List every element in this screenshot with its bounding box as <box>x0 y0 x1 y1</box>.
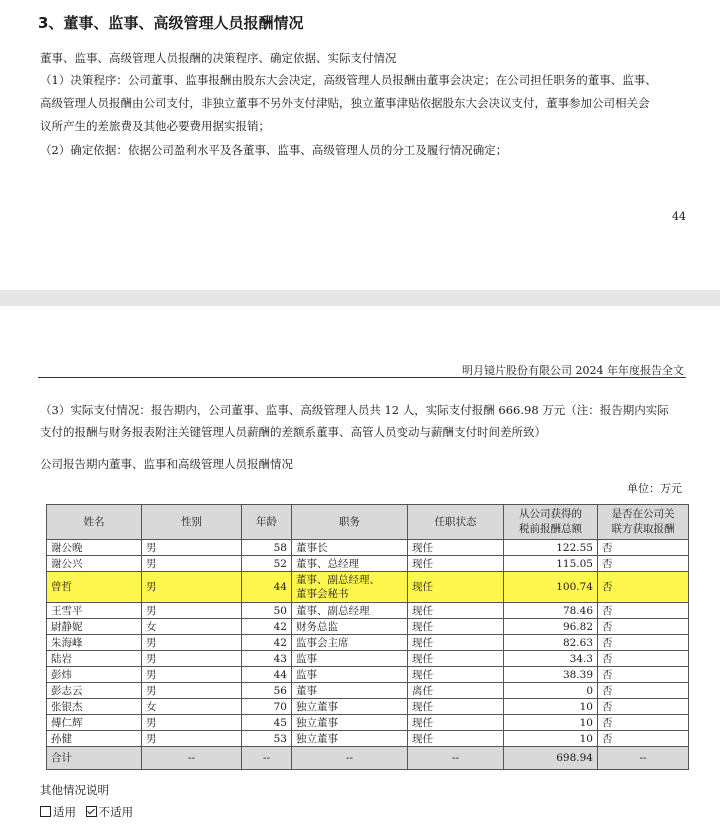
checkbox-unchecked[interactable] <box>40 806 51 817</box>
cell-status: 离任 <box>408 683 504 699</box>
cell-compensation: 10 <box>504 715 598 731</box>
cell-status: 现任 <box>408 635 504 651</box>
basis-line: （2）确定依据：依据公司盈利水平及各董事、监事、高级管理人员的分工及履行情况确定； <box>40 143 508 157</box>
cell-related-party: 否 <box>598 731 689 747</box>
page-bottom <box>0 306 720 832</box>
table-row <box>47 699 689 715</box>
header-gender: 性别 <box>142 505 242 540</box>
table-row <box>47 731 689 747</box>
cell-related-party: 否 <box>598 619 689 635</box>
table-row <box>47 715 689 731</box>
cell-related-party: 否 <box>598 635 689 651</box>
cell-gender: 男 <box>142 715 242 731</box>
payment-line-1: （3）实际支付情况：报告期内，公司董事、监事、高级管理人员共 12 人，实际支付报酬 666.98 万元（注：报告期内实际 <box>40 403 669 417</box>
cell-position: 董事、副总经理、 董事会秘书 <box>292 572 408 603</box>
cell-age: 50 <box>242 603 292 619</box>
cell-age: 44 <box>242 572 292 603</box>
cell-compensation: 78.46 <box>504 603 598 619</box>
decision-heading: 董事、监事、高级管理人员报酬的决策程序、确定依据、实际支付情况 <box>40 51 397 65</box>
cell-status: 现任 <box>408 715 504 731</box>
cell-related-party: 否 <box>598 715 689 731</box>
cell-age: 45 <box>242 715 292 731</box>
cell-position: 独立董事 <box>292 699 408 715</box>
table-header-row <box>47 505 689 540</box>
cell-compensation: 10 <box>504 731 598 747</box>
table-row <box>47 619 689 635</box>
cell-age: 42 <box>242 619 292 635</box>
cell-compensation: 34.3 <box>504 651 598 667</box>
cell-age: 56 <box>242 683 292 699</box>
cell-name: 傅仁辉 <box>47 715 142 731</box>
cell-gender: 男 <box>142 603 242 619</box>
table-row <box>47 667 689 683</box>
cell-related-party: 否 <box>598 603 689 619</box>
cell-compensation: 38.39 <box>504 667 598 683</box>
cell-age: 58 <box>242 540 292 556</box>
section-title: 3、董事、监事、高级管理人员报酬情况 <box>38 14 304 32</box>
cell-position: 财务总监 <box>292 619 408 635</box>
cell-gender: 女 <box>142 699 242 715</box>
cell-status: 现任 <box>408 619 504 635</box>
cell-compensation: 115.05 <box>504 556 598 572</box>
cell-name: 张银杰 <box>47 699 142 715</box>
cell-name: 朱海峰 <box>47 635 142 651</box>
cell-name: 王雪平 <box>47 603 142 619</box>
cell-position: 监事 <box>292 667 408 683</box>
cell-position: -- <box>292 747 408 770</box>
cell-name: 孙健 <box>47 731 142 747</box>
cell-status: -- <box>408 747 504 770</box>
cell-position: 董事、副总经理 <box>292 603 408 619</box>
compensation-table <box>46 504 689 770</box>
cell-name: 尉静妮 <box>47 619 142 635</box>
checkbox-checked[interactable] <box>86 806 97 817</box>
cell-position: 监事会主席 <box>292 635 408 651</box>
cell-gender: 男 <box>142 635 242 651</box>
cell-gender: 男 <box>142 572 242 603</box>
cell-position: 独立董事 <box>292 715 408 731</box>
table-row <box>47 572 689 603</box>
unit-label: 单位：万元 <box>627 482 682 495</box>
cell-status: 现任 <box>408 651 504 667</box>
table-row <box>47 635 689 651</box>
cell-status: 现任 <box>408 540 504 556</box>
table-row <box>47 651 689 667</box>
cell-name: 彭志云 <box>47 683 142 699</box>
cell-age: -- <box>242 747 292 770</box>
cell-gender: 男 <box>142 683 242 699</box>
cell-compensation: 100.74 <box>504 572 598 603</box>
cell-gender: 男 <box>142 651 242 667</box>
cell-gender: 女 <box>142 619 242 635</box>
cell-name: 谢公兴 <box>47 556 142 572</box>
cell-position: 董事、总经理 <box>292 556 408 572</box>
header-name: 姓名 <box>47 505 142 540</box>
cell-compensation: 82.63 <box>504 635 598 651</box>
cell-status: 现任 <box>408 667 504 683</box>
table-row <box>47 683 689 699</box>
cell-related-party: -- <box>598 747 689 770</box>
cell-position: 董事长 <box>292 540 408 556</box>
cell-related-party: 否 <box>598 572 689 603</box>
cell-name: 合计 <box>47 747 142 770</box>
cell-age: 44 <box>242 667 292 683</box>
cell-age: 53 <box>242 731 292 747</box>
cell-status: 现任 <box>408 731 504 747</box>
header-status: 任职状态 <box>408 505 504 540</box>
header-compensation: 从公司获得的 税前报酬总额 <box>504 505 598 540</box>
other-info: 其他情况说明 <box>40 783 109 797</box>
cell-name: 彭炜 <box>47 667 142 683</box>
decision-line-3: 议所产生的差旅费及其他必要费用据实报销； <box>40 119 270 133</box>
cell-related-party: 否 <box>598 540 689 556</box>
header-position: 职务 <box>292 505 408 540</box>
cell-related-party: 否 <box>598 667 689 683</box>
cell-position: 董事 <box>292 683 408 699</box>
header-age: 年龄 <box>242 505 292 540</box>
cell-compensation: 96.82 <box>504 619 598 635</box>
cell-gender: 男 <box>142 731 242 747</box>
cell-name: 曾哲 <box>47 572 142 603</box>
option-applicable: 适用 <box>53 805 76 819</box>
cell-compensation: 0 <box>504 683 598 699</box>
option-not-applicable: 不适用 <box>98 805 134 819</box>
total-row <box>47 747 689 770</box>
cell-status: 现任 <box>408 603 504 619</box>
cell-gender: -- <box>142 747 242 770</box>
header-related-party: 是否在公司关 联方获取报酬 <box>598 505 689 540</box>
cell-gender: 男 <box>142 556 242 572</box>
header-divider <box>38 377 686 378</box>
cell-related-party: 否 <box>598 683 689 699</box>
cell-position: 独立董事 <box>292 731 408 747</box>
cell-status: 现任 <box>408 699 504 715</box>
table-body <box>47 540 689 770</box>
cell-age: 70 <box>242 699 292 715</box>
doc-header: 明月镜片股份有限公司 2024 年年度报告全文 <box>462 364 684 377</box>
cell-related-party: 否 <box>598 651 689 667</box>
cell-status: 现任 <box>408 572 504 603</box>
applicability-options <box>40 804 133 820</box>
cell-age: 52 <box>242 556 292 572</box>
decision-line-1: （1）决策程序：公司董事、监事报酬由股东大会决定，高级管理人员报酬由董事会决定；在公司担任职务的董事、监事、 <box>40 73 657 87</box>
decision-line-2: 高级管理人员报酬由公司支付，非独立董事不另外支付津贴，独立董事津贴依据股东大会决议支付，董事参加公司相关会 <box>40 96 650 110</box>
payment-line-2: 支付的报酬与财务报表附注关键管理人员薪酬的差额系董事、高管人员变动与薪酬支付时间差所致） <box>40 425 546 439</box>
cell-gender: 男 <box>142 667 242 683</box>
cell-name: 谢公晚 <box>47 540 142 556</box>
cell-compensation: 698.94 <box>504 747 598 770</box>
page-top <box>0 0 720 290</box>
cell-age: 43 <box>242 651 292 667</box>
table-row <box>47 540 689 556</box>
cell-related-party: 否 <box>598 699 689 715</box>
table-title: 公司报告期内董事、监事和高级管理人员报酬情况 <box>40 457 293 471</box>
cell-gender: 男 <box>142 540 242 556</box>
cell-position: 监事 <box>292 651 408 667</box>
table-row <box>47 556 689 572</box>
cell-age: 42 <box>242 635 292 651</box>
cell-related-party: 否 <box>598 556 689 572</box>
cell-compensation: 10 <box>504 699 598 715</box>
cell-status: 现任 <box>408 556 504 572</box>
page-number: 44 <box>672 210 686 223</box>
table-row <box>47 603 689 619</box>
cell-name: 陆岩 <box>47 651 142 667</box>
cell-compensation: 122.55 <box>504 540 598 556</box>
page-gap <box>0 290 720 306</box>
